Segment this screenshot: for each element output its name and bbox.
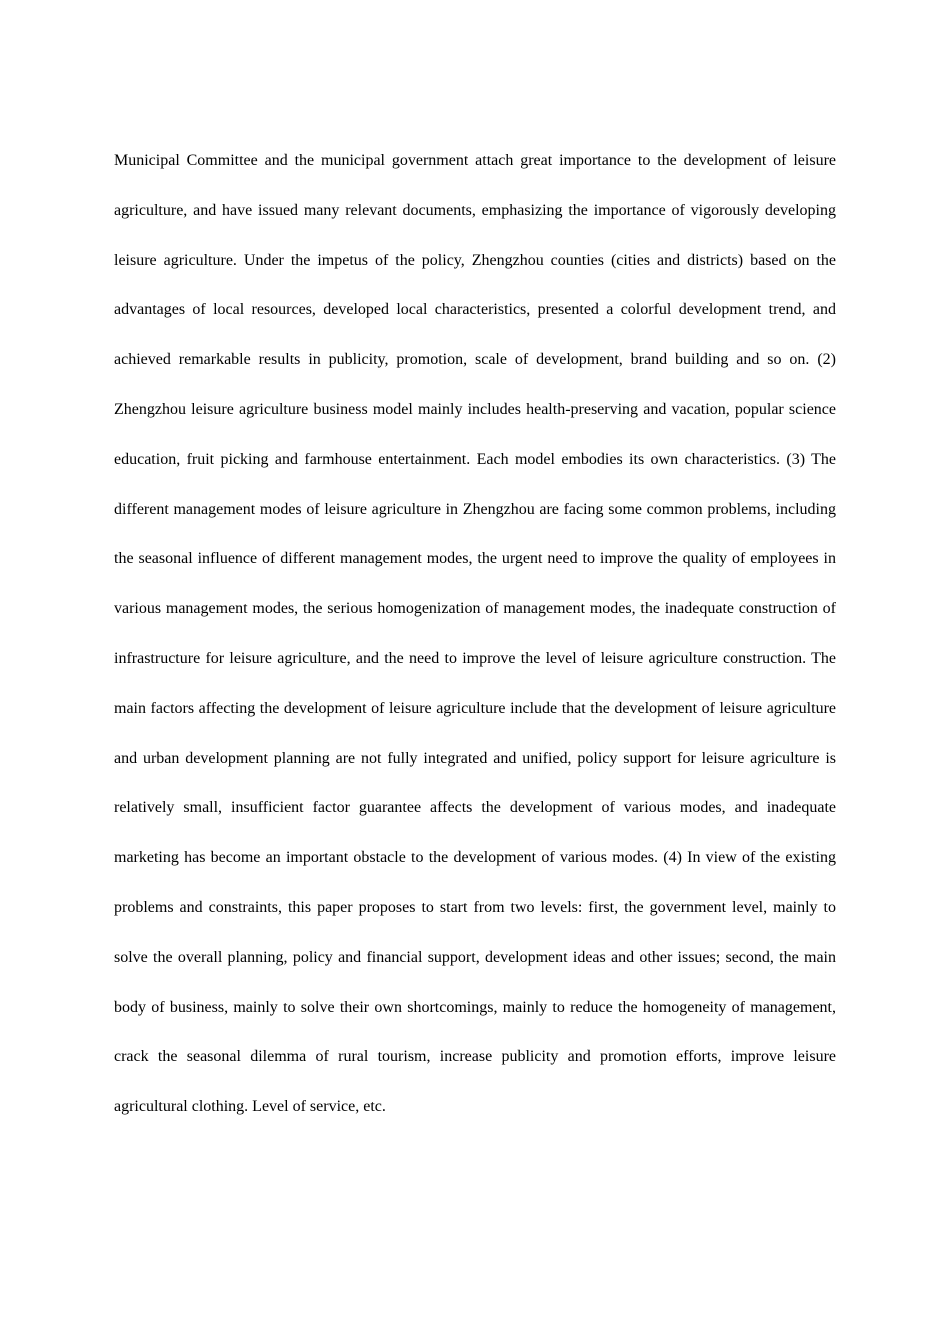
- body-paragraph: Municipal Committee and the municipal government attach great importance to the development of leisure agriculture, and have issued many relevant documents, emphasizing the importance of vigorously developing leisure agriculture. Under the impetus of the policy, Zhengzhou counties (cities and districts) based on the advantages of local resources, developed local characteristics, presented a colorful development trend, and achieved remarkable results in publicity, promotion, scale of development, brand building and so on. (2) Zhengzhou leisure agriculture business model mainly includes health-preserving and vacation, popular science education, fruit picking and farmhouse entertainment. Each model embodies its own characteristics. (3) The different management modes of leisure agriculture in Zhengzhou are facing some common problems, including the seasonal influence of different management modes, the urgent need to improve the quality of employees in various management modes, the serious homogenization of management modes, the inadequate construction of infrastructure for leisure agriculture, and the need to improve the level of leisure agriculture construction. The main factors affecting the development of leisure agriculture include that the development of leisure agriculture and urban development planning are not fully integrated and unified, policy support for leisure agriculture is relatively small, insufficient factor guarantee affects the development of various modes, and inadequate marketing has become an important obstacle to the development of various modes. (4) In view of the existing problems and constraints, this paper proposes to start from two levels: first, the government level, mainly to solve the overall planning, policy and financial support, development ideas and other issues; second, the main body of business, mainly to solve their own shortcomings, mainly to reduce the homogeneity of management, crack the seasonal dilemma of rural tourism, increase publicity and promotion efforts, improve leisure agricultural clothing. Level of service, etc.: [114, 152, 836, 1116]
